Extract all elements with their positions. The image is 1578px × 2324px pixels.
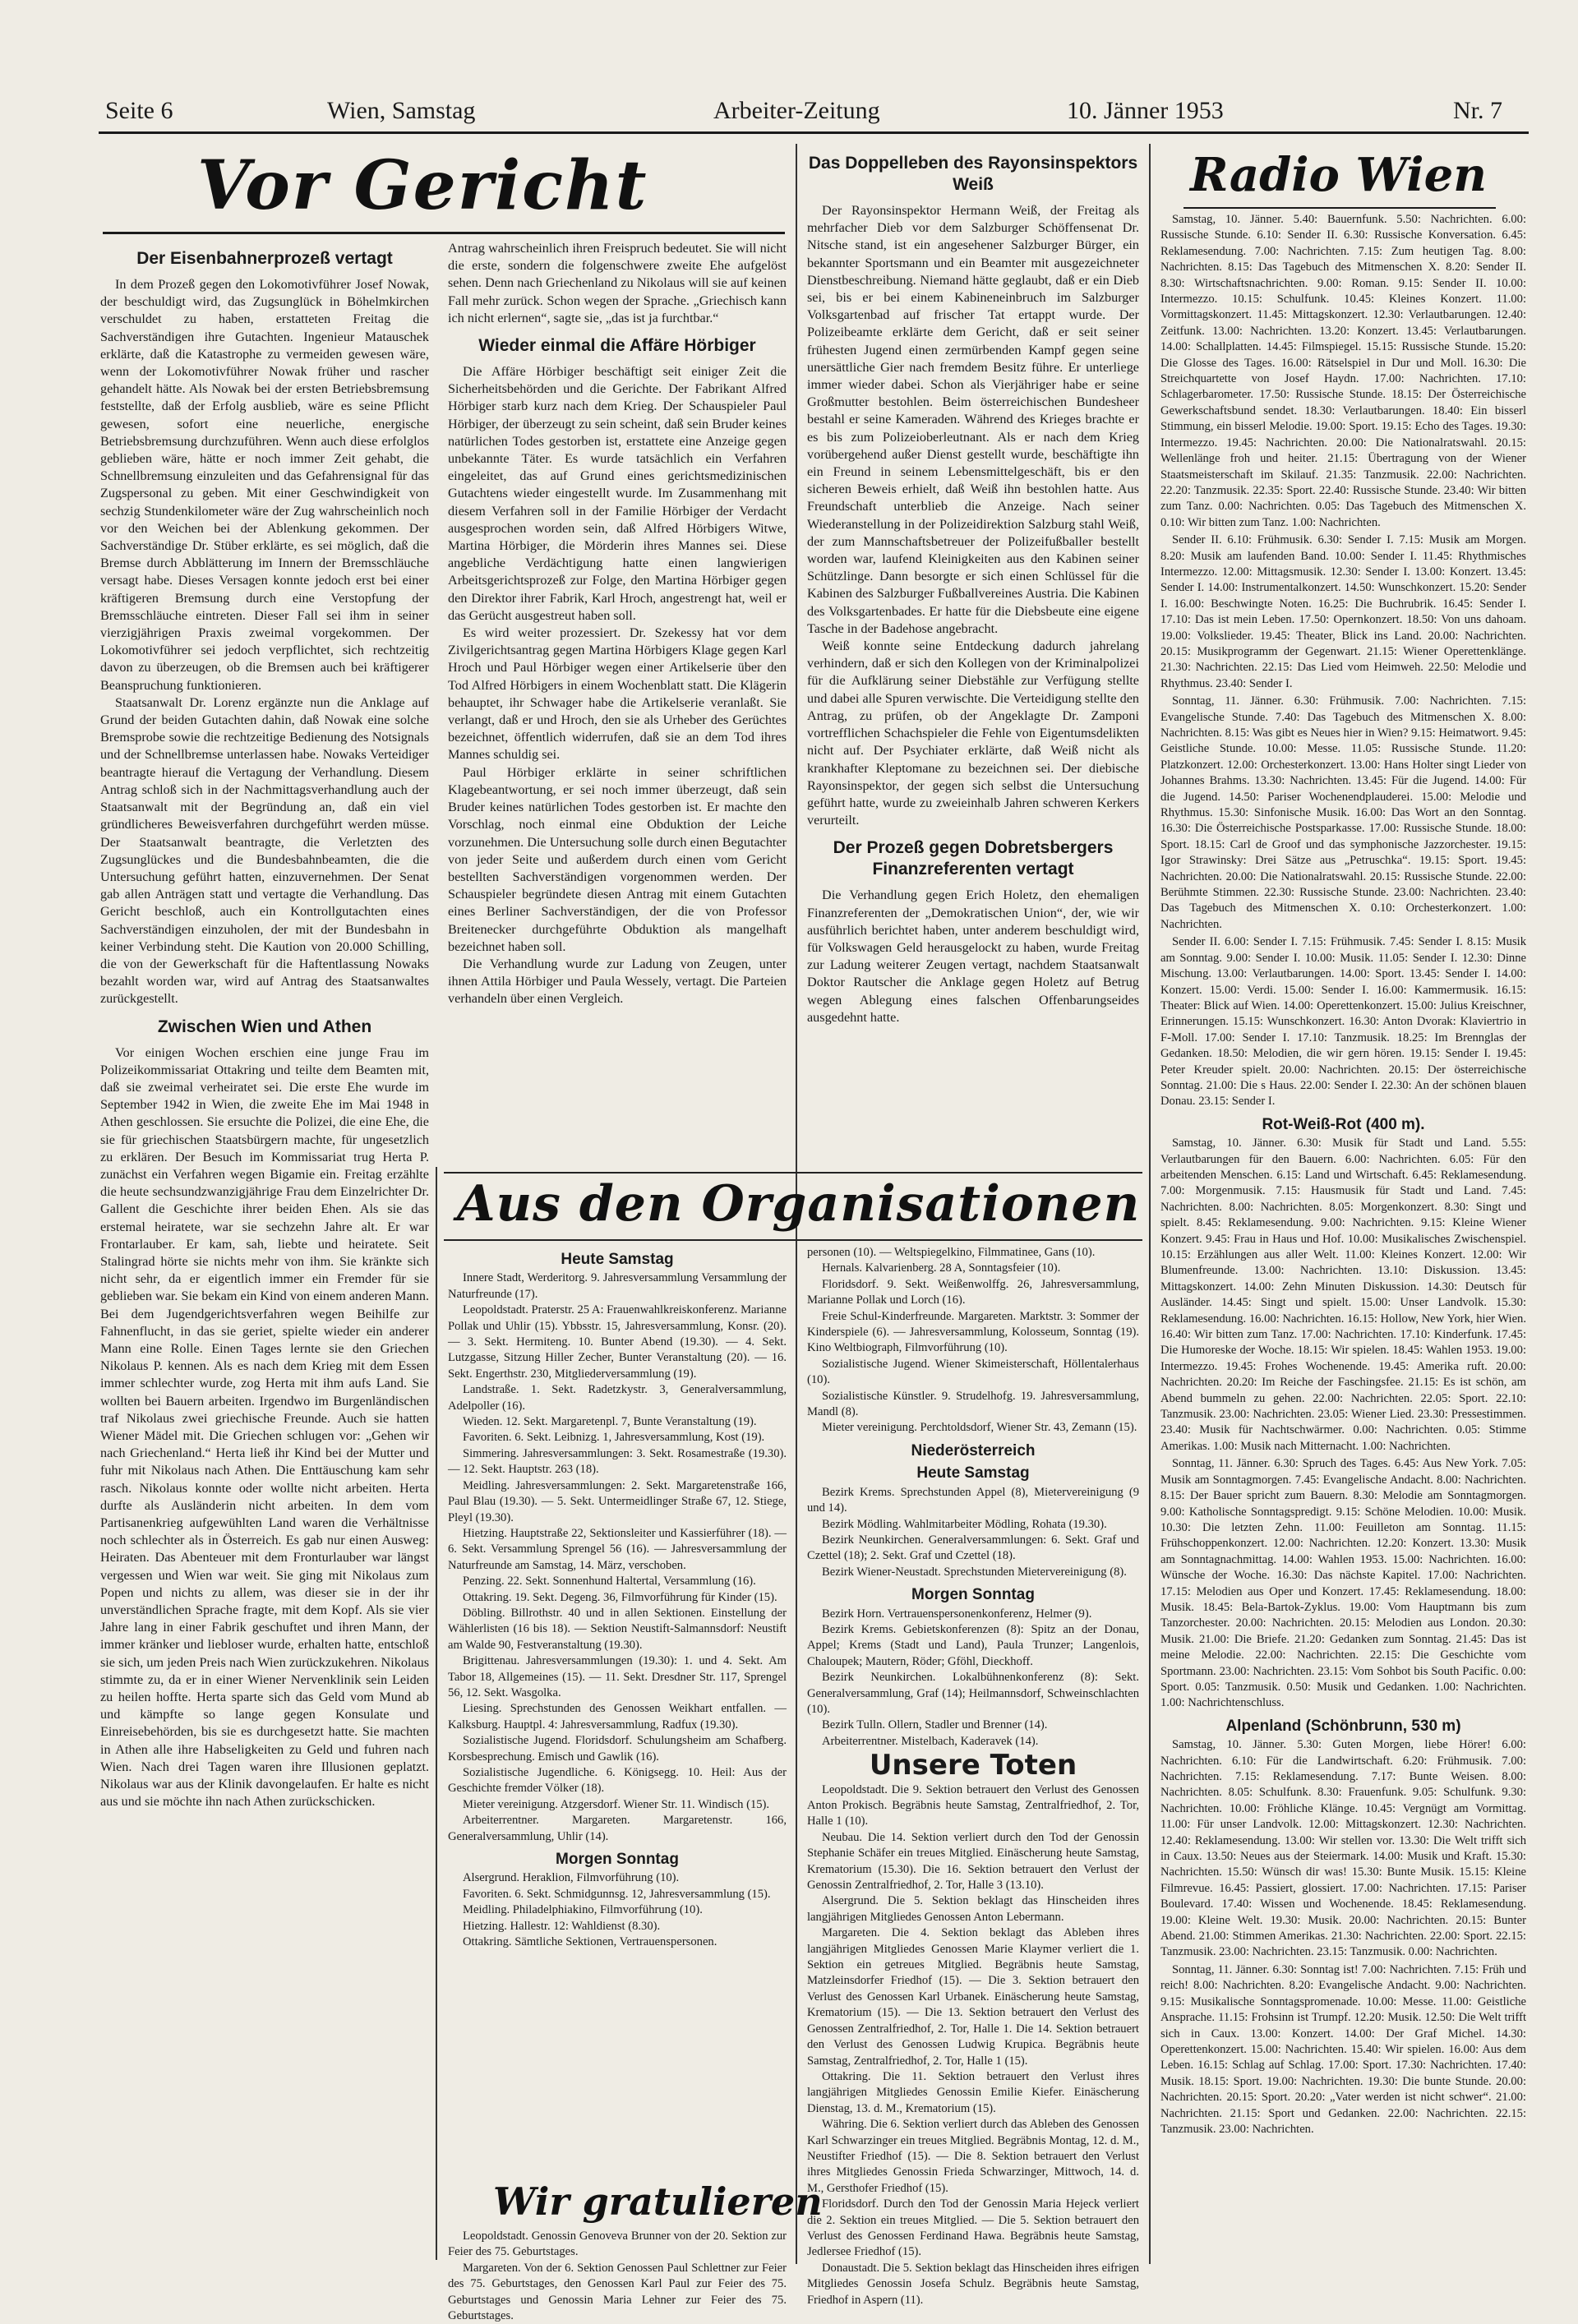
- article-paragraph: Antrag wahrscheinlich ihren Freispruch bedeutet. Sie will nicht die erste, sondern die folgenschwere zweite Ehe aufgelöst sehen. Denn nach Griechenland zu Nikolaus will sie auf keinen Fall mehr zurück. Schon wegen der Sprache. „Griechisch kann ich nicht erlernen“, sagte sie, „das ist ja furchtbar.“: [448, 241, 787, 325]
- article-paragraph: Staatsanwalt Dr. Lorenz ergänzte nun die Anklage auf Grund der beiden Gutachten dahin, daß Nowak eine solche Bremsprobe sowie die rechtzeitige Bedienung des Notsignals und der Schnellbremse unterlassen habe. Nowaks Verteidiger beantragte hierauf die Vertagung der Verhandlung. Diesem Antrag schloß sich in der Nachmittagsverhandlung auch der Staatsanwalt mit der Begründung an, daß ein viel gründlicheres Beweisverfahren durchgeführt werden müsse. Der Staatsanwalt beantragte, die Verletzten des Zugsunglückes und die Bundesbahnbeamten, die die Untersuchung geführt hatten, einzuvernehmen. Der Senat gab allen Anträgen statt und vertagte die Verhandlung. Das Gericht beschloß, auch ein Kontrollgutachten eines Sachverständigen einzuholen, der mit der Bundesbahn in keiner Verbindung steht. Die Kaution von 20.000 Schilling, die von der Gewerkschaft für die Haftentlassung Nowaks bezahlt worden war, wird auf Antrag des Staatsanwaltes zurückgestellt.: [100, 694, 429, 1007]
- org-item: Bezirk Tulln. Ollern, Stadler und Brenner (14).: [822, 1718, 1048, 1732]
- org-item: Hernals. Kalvarienberg. 28 A, Sonntagsfeier (10).: [822, 1261, 1061, 1275]
- section-rule: [444, 1172, 1142, 1174]
- section-rule: [444, 1239, 1142, 1241]
- section-title-deaths: Unsere Toten: [869, 1749, 1077, 1782]
- death-notice: Margareten. Die 4. Sektion beklagt das Ableben ihres langjährigen Mitgliedes Genossen Marie Klaymer verliert die 1. Sektion ein getreues Mitglied. Begräbnis heute Samstag, Matzleinsdorfer Friedhof (15). — Die 3. Sektion betrauert den Verlust des Genossen Karl Urbanek. Einäscherung heute Samstag, Krematorium (15). — Die 13. Sektion betrauert den Verlust des Genossen Zentralfriedhof, 2. Tor, Halle 1. Die 14. Sektion betrauert den Verlust des Genossen Ludwig Krupica. Begräbnis heute Samstag, Zentralfriedhof, 2. Tor, Halle 1 (15).: [807, 1926, 1139, 2068]
- radio-schedule: Sonntag, 11. Jänner. 6.30: Frühmusik. 7.00: Nachrichten. 7.15: Evangelische Stunde. 7.40: Das Tagebuch des Mitmenschen X. 8.00: Nachrichten. 8.15: Was gibt es Neues hier in Wien? 9.15: Heimatwort. 9.45: Geistliche Stunde. 10.00: Messe. 11.05: Russische Stunde. 11.20: Platzkonzert. 12.00: Orchesterkonzert. 13.00: Hans Holter singt Lieder von Johannes Brahms. 13.30: Nachrichten. 13.45: Für die Jugend. 14.00: Für die Jugend. 14.50: Pariser Wochenendplauderei. 15.00: Melodie und Rhythmus. 15.30: Sinfonische Musik. 16.00: Das Wort an den Sonntag. 16.30: Die Österreichische Postsparkasse. 17.00: Russische Stunde. 18.00: Sport. 18.15: Carl de Groof und das symphonische Jazzorchester. 19.15: Igor Strawinsky: Drei Sätze aus „Petruschka“. 19.15: Sport. 19.45: Nachrichten. 20.00: Die Nationalratswahl. 20.15: Russische Stunde. 22.00: Berühmte Stimmen. 22.30: Russische Stunde. 23.00: Nachrichten. 23.40: Das Tagebuch des Mitmenschen X. 0.10: Orchesterkonzert. 1.00: Nachrichten.: [1160, 694, 1526, 931]
- org-item: Innere Stadt, Werderitorg. 9. Jahresversammlung Versammlung der Naturfreunde (17).: [448, 1271, 787, 1301]
- article-paragraph: Paul Hörbiger erklärte in seiner schriftlichen Klagebeantwortung, er sei noch immer überzeugt, daß sein Bruder keines natürlichen Todes gestorben ist. Er machte den Vorschlag, noch einmal eine Obduktion der Leiche vorzunehmen. Die Untersuchung solle durch einen Begutachter von jeder Seite und außerdem durch einen vom Gericht bestellten Sachverständigen vorgenommen werden. Der Schauspieler begründete diesen Antrag mit einem Gutachten eines Berliner Sachverständigen, der die von Professor Breitenecker durchgeführte Obduktion als mangelhaft bezeichnet haben soll.: [448, 764, 787, 954]
- org-item: Meidling. Jahresversammlungen: 2. Sekt. Margaretenstraße 166, Paul Blau (19.30). — 5. Sekt. Untermeidlinger Straße 67, 12. Stiege, Pleyl (19.30).: [448, 1478, 787, 1524]
- article-paragraph: Vor einigen Wochen erschien eine junge Frau im Polizeikommissariat Ottakring und teilte dem Beamten mit, daß sie zweimal verheiratet sei. Die erste Ehe wurde im September 1942 in Wien, die zweite Ehe im Mai 1948 in Athen geschlossen. Sie ersuchte die Polizei, die eine Ehe, die sie für griechischen Staatsbürgern machte, für ungesetzlich zu erklären. Der Besuch im Kommissariat trug Herta P. zunächst ein Verfahren wegen Bigamie ein. Freitag erzählte die heute sechsundzwanzigjährige Frau dem Einzelrichter Dr. Gallent die Geschichte ihrer beiden Ehen. Als sie das erstemal heiratete, war sie sechzehn Jahre alt. Er war Frontarlauber. Er kam, sah, liebte und heiratete. Seit Stalingrad hörte sie nichts mehr von ihm. Sie kränkte sich nicht sehr, da er eigentlich immer ein Fremder für sie geblieben war. Sie bekam ein Kind von einem anderen Mann. Bei dem Jugendgerichtsverfahren wegen Beihilfe zur Fahnenflucht, in das sie geriet, spielte wieder ein anderer Mann eine Rolle. Einen Tages lernte sie den Griechen Nikolaus P. kennen. Als es nach dem Krieg mit dem Essen immer schlechter wurde, zog Herta mit ihm aufs Land. Sie wollten bei Bauern arbeiten. Irgendwo im Burgenländischen traf Nikolaus zwei griechische Freunde. Auch sie hatten Wiener Mädel mit. Die Griechen schlugen vor: „Gehen wir nach Griechenland.“ Herta ließ ihr Kind bei der Mutter und fuhr mit Nikolaus nach Athen. Die Enttäuschung kam sehr rasch. Nikolaus konnte oder wollte nicht arbeiten. Herta durfte als Ausländerin nicht arbeiten. In dem vom Partisanenkrieg aufgewühlten Land waren die Verhältnisse noch schlechter als in Österreich. Es gab nur einen Ausweg: Heiraten. Das Abenteuer mit dem Fronturlauber war längst vergessen und Wien war weit. Sie ging mit Nikolaus zum Popen und nichts zu allem, was dieser sie in der ihr unverständlichen Sprache fragte, mit dem Kopf. Als sie vier Jahre lang in einer Fabrik geschuftet und ihren Mann, der immer kränker und liebloser wurde, erhalten hatte, entschloß sie sich, um jeden Preis nach Wien zurückzukehren. Nikolaus stimmte zu, da er in einer Wiener Nervenklinik sein Leiden zu heilen hoffte. Herta sparte sich das Geld vom Mund ab und kämpfte so lange gegen Konsulate und Einreisebehörden, bis sie es durchgesetzt hatte. Sie machten in Athen alle ihre Habseligkeiten zu Geld und fuhren nach Wien. Nach drei Tagen waren ihre Illusionen geplatzt. Nikolaus war aus der Klinik davongelaufen. Er halte es nicht aus und sie möchte ihn nach Athen zurückschicken.: [100, 1044, 429, 1810]
- org-day-heading: Morgen Sonntag: [911, 1586, 1035, 1604]
- place-day: Wien, Samstag: [327, 97, 476, 124]
- org-item: Döbling. Billrothstr. 40 und in allen Sektionen. Einstellung der Wählerlisten (16 bis 18). — Sektion Neustift-Salmannsdorf: Neustift am Walde 90, Festveranstaltung (19.30).: [448, 1606, 787, 1652]
- org-item: Landstraße. 1. Sekt. Radetzkystr. 3, Generalversammlung, Adelpoller (16).: [448, 1383, 787, 1413]
- org-item: Brigittenau. Jahresversammlungen (19.30): 1. und 4. Sekt. Am Tabor 18, Allgemeines (15). — 11. Sekt. Dresdner Str. 117, Sprengel 56, 12. Sekt. Wasgolka.: [448, 1654, 787, 1699]
- court-column-2: [448, 240, 787, 1169]
- radio-schedule: Sonntag, 11. Jänner. 6.30: Sonntag ist! 7.00: Nachrichten. 7.15: Früh und reich! 8.00: Nachrichten. 8.20: Evangelische Andacht. 9.00: Nachrichten. 9.15: Musikalische Sonntagspromenade. 10.00: Messe. 11.00: Geistliche Ansprache. 11.15: Frohsinn ist Trumpf. 12.20: Musik. 12.50: Die Welt trifft sich in Caux. 13.00: Konzert. 14.00: Der Graf Michel. 14.30: Operettenkonzert. 15.00: Nachrichten. 15.40: Wir spielen. 16.00: Aus dem Leben. 16.15: Schlag auf Schlag. 17.00: Sport. 17.30: Nachrichten. 17.40: Musik. 18.15: Sport. 19.00: Nachrichten. 19.30: Die bunte Stunde. 20.00: Nachrichten. 20.15: Sport. 20.20: „Vater werden ist nicht schwer“. 21.00: Nachrichten. 21.15: Sport und Gedanken. 22.00: Nachrichten. 22.15: Tanzmusik. 23.00: Nachrichten.: [1160, 1962, 1526, 2136]
- column-divider: [436, 1167, 437, 2260]
- death-notice: Donaustadt. Die 5. Sektion beklagt das Hinscheiden ihres eifrigen Mitgliedes Genossin Josefa Schulz. Begräbnis heute Samstag, Friedhof in Aspern (11).: [807, 2261, 1139, 2307]
- orgs-column-left: [448, 1245, 787, 2182]
- radio-schedule: Samstag, 10. Jänner. 5.30: Guten Morgen, liebe Hörer! 6.00: Nachrichten. 6.10: Für die Landwirtschaft. 6.20: Frühmusik. 7.00: Nachrichten. 7.15: Reklamesendung. 7.17: Bunte Weisen. 8.00: Nachrichten. 8.05: Schulfunk. 8.30: Frauenfunk. 9.05: Schulfunk. 9.30: Nachrichten. 10.00: Fröhliche Klänge. 10.45: Vergnügt am Vormittag. 11.00: Für unser Landvolk. 12.00: Mittagskonzert. 12.30: Nachrichten. 12.40: Reklamesendung. 13.00: Wir stellen vor. 13.30: Die Welt trifft sich in Caux. 13.50: Neues aus der Steiermark. 14.00: Musik und Kraft. 15.30: Nachrichten. 15.50: Wünsch dir was! 15.30: Bunte Musik. 15.15: Kleine Filmrevue. 16.45: Passiert, glossiert. 17.00: Nachrichten. 17.15: Pariser Boulevard. 17.40: Wissen und Wochenende. 18.45: Reklamesendung. 19.00: Kleine Welt. 19.30: Musik. 20.00: Nachrichten. 20.15: Bunter Abend. 21.00: Stimmen Amerikas. 21.30: Nachrichten. 22.00: Sport. 22.15: Tanzmusik. 23.00: Nachrichten. 23.15: Tanzmusik. 0.00: Nachrichten.: [1160, 1738, 1526, 1959]
- article-paragraph: Die Affäre Hörbiger beschäftigt seit einiger Zeit die Sicherheitsbehörden und die Gerichte. Der Fabrikant Alfred Hörbiger starb kurz nach dem Krieg. Der Schauspieler Paul Hörbiger, der überzeugt zu sein scheint, daß sein Bruder keines natürlichen Todes gestorben ist, erstattete eine Anzeige gegen unbekannte Täter. Es wurde tatsächlich ein Verfahren eingeleitet, das auf Grund eines gerichtsmedizinischen Gutachtens wieder eingestellt wurde. Im Zusammenhang mit diesem Verfahren soll in der Familie Hörbiger der Verdacht ausgesprochen worden sein, daß Alfred Hörbigers Witwe, Martina Hörbiger, die Mörderin ihres Mannes sei. Diese angebliche Verdächtigung hatte einen langwierigen Arbeitsgerichtsprozeß zur Folge, den Martina Hörbiger gegen den Direktor ihrer Fabrik, Karl Hroch, angestrengt hat, weil er das Gerücht ausgestreut haben soll.: [448, 364, 787, 623]
- court-column-1: [100, 240, 429, 2270]
- death-notice: Leopoldstadt. Die 9. Sektion betrauert den Verlust des Genossen Anton Prokisch. Begräbnis heute Samstag, Zentralfriedhof, 2. Tor, Halle 1 (10).: [807, 1782, 1139, 1828]
- org-item: Meidling. Philadelphiakino, Filmvorführung (10).: [463, 1903, 703, 1917]
- radio-schedule: Samstag, 10. Jänner. 5.40: Bauernfunk. 5.50: Nachrichten. 6.00: Russische Stunde. 6.10: Sender II. 6.30: Russische Konversation. 6.45: Reklamesendung. 7.00: Nachrichten. 7.15: Zum heutigen Tag. 8.00: Nachrichten. 8.15: Das Tagebuch des Mitmenschen X. 8.20: Sender II. 8.30: Wirtschaftsnachrichten. 9.00: Roman. 9.15: Sender II. 10.00: Intermezzo. 10.15: Schulfunk. 10.45: Kleines Konzert. 11.00: Vormittagskonzert. 11.45: Mittagskonzert. 12.30: Verlautbarungen. 12.40: Zeitfunk. 13.00: Nachrichten. 13.20: Konzert. 13.45: Verlautbarungen. 14.00: Schallplatten. 14.45: Filmspiegel. 15.15: Russische Stunde. 15.20: Die Glosse des Tages. 16.00: Rätselspiel in Dur und Moll. 16.30: Die Streichquartette von Josef Haydn. 17.00: Nachrichten. 17.10: Schlagerbarometer. 17.50: Russische Stunde. 18.15: Der Österreichische Gewerkschaftsbund sendet. 18.30: Verlautbarungen. 18.40: Ein bisserl Stimmung, ein bisserl Melodie. 19.00: Sport. 19.15: Echo des Tages. 19.30: Intermezzo. 19.45: Nachrichten. 20.00: Die Nationalratswahl. 20.15: Wellenlänge froh und heiter. 21.15: Übertragung von der Wiener Staatsmeisterschaft im Skilauf. 21.35: Tanzmusik. 22.00: Nachrichten. 22.20: Tanzmusik. 22.35: Sport. 22.40: Russische Stunde. 23.40: Wir bitten zum Tanz. 0.00: Nachrichten. 0.05: Das Tagebuch des Mitmenschen X. 0.10: Wir bitten zum Tanz. 1.00: Nachrichten.: [1160, 213, 1526, 529]
- org-item: Bezirk Wiener-Neustadt. Sprechstunden Mietervereinigung (8).: [822, 1565, 1127, 1579]
- section-title-court: Vor Gericht: [197, 146, 648, 225]
- death-notice: Alsergrund. Die 5. Sektion beklagt das Hinscheiden ihres langjährigen Mitgliedes Genossen Anton Lebermann.: [807, 1894, 1139, 1924]
- org-item: personen (10). — Weltspiegelkino, Filmmatinee, Gans (10).: [807, 1246, 1096, 1259]
- issue-number: Nr. 7: [1453, 97, 1502, 124]
- org-item: Hietzing. Hallestr. 12: Wahldienst (8.30).: [463, 1919, 661, 1933]
- article-headline: Der Prozeß gegen Dobretsbergers Finanzreferenten vertagt: [833, 838, 1114, 879]
- death-notice: Währing. Die 6. Sektion verliert durch das Ableben des Genossen Karl Schwarzinger ein treues Mitglied. Begräbnis Montag, 12. d. M., Neustifter Friedhof (15). — Die 8. Sektion betrauert den Verlust ihres Mitgliedes Genossin Frieda Schwarzinger, Mittwoch, 14. d. M., Gersthofer Friedhof (15).: [807, 2118, 1139, 2195]
- issue-date: 10. Jänner 1953: [1067, 97, 1224, 124]
- radio-schedule: Samstag, 10. Jänner. 6.30: Musik für Stadt und Land. 5.55: Verlautbarungen für den Bauern. 6.00: Nachrichten. 6.05: Für den arbeitenden Menschen. 6.15: Land und Wirtschaft. 6.45: Reklamesendung. 7.00: Morgenmusik. 7.15: Hausmusik für Stadt und Land. 7.45: Nachrichten. 8.00: Nachrichten. 8.05: Morgenkonzert. 8.30: Singt und spielt. 8.45: Reklamesendung. 9.00: Nachrichten. 9.15: Kleine Wiener Konzert. 9.45: Frau in Haus und Hof. 10.00: Musikalisches Zwischenspiel. 10.15: Erzählungen aus aller Welt. 11.00: Kleines Konzert. 12.00: Wir Blumenfreunde. 13.00: Nachrichten. 13.10: Diskussion. 13.45: Mittagskonzert. 14.00: Zehn Minuten Diskussion. 14.30: Deutsch für Ausländer. 14.45: Singt und spielt. 15.00: Unser Landvolk. 15.30: Reklamesendung. 16.00: Nachrichten. 16.15: Hollow, New York, hier Wien. 16.40: Wir bitten zum Tanz. 17.00: Nachrichten. 17.10: Kinderfunk. 17.45: Die Humoreske der Woche. 18.15: Wir spielen. 18.45: Wahlen 1953. 19.00: Intermezzo. 19.45: Frohes Wochenende. 19.45: Amerika ruft. 20.00: Nachrichten. 20.20: Im Reiche der Faschingsfee. 21.15: Es ist schön, am Abend bummeln zu gehen. 22.00: Nachrichten. 22.05: Sport. 22.10: Tanzmusik. 23.00: Nachrichten. 23.05: Wiener Lied. 23.30: Pressestimmen. 23.40: Musik für Nachtschwärmer. 0.00: Nachrichten. 0.05: Stimme Amerikas. 1.00: Musik nach Mitternacht. 1.00: Nachrichten.: [1160, 1137, 1526, 1453]
- org-item: Sozialistische Jugend. Floridsdorf. Schulungsheim am Schafberg. Korsbesprechung. Emisch und Gawlik (16).: [448, 1734, 787, 1764]
- article-headline: Das Doppelleben des Rayonsinspektors Weiß: [808, 154, 1138, 194]
- org-item: Sozialistische Jugend. Wiener Skimeisterschaft, Höllentalerhaus (10).: [807, 1357, 1139, 1387]
- congrats-item: Margareten. Von der 6. Sektion Genossen Paul Schlettner zur Feier des 75. Geburtstages, den Genossen Karl Paul zur Feier des 75. Geburtstages und Genossin Maria Lehner zur Feier des 75. Geburtstages.: [448, 2261, 787, 2323]
- section-title-orgs: Aus den Organisationen: [457, 1175, 1141, 1233]
- orgs-column-right: [807, 1245, 1139, 2307]
- org-day-heading: Heute Samstag: [916, 1464, 1030, 1482]
- radio-column: [1160, 212, 1526, 2262]
- org-item: Bezirk Horn. Vertrauenspersonenkonferenz, Helmer (9).: [822, 1607, 1092, 1621]
- death-notice: Neubau. Die 14. Sektion verliert durch den Tod der Genossin Stephanie Schäfer ein treues Mitglied. Einäscherung heute Samstag, Krematorium (15.30). Die 16. Sektion betrauert den Verlust der Genossin Zentralfriedhof, 2. Tor, Halle 3 (13.10).: [807, 1830, 1139, 1893]
- column-divider: [796, 144, 797, 1204]
- congrats-column: [448, 2229, 787, 2323]
- org-item: Leopoldstadt. Praterstr. 25 A: Frauenwahlkreiskonferenz. Marianne Pollak und Uhlir (15). Ybbsstr. 15, Jahresversammlung, Konsr. (20). — 3. Sekt. Hermiteng. 10. Bunter Abend (19.30). — 4. Sekt. Lutzgasse, Sitzung Hiller Zecher, Bunter Veranstaltung (20). — 16. Sekt. Engerthstr. 230, Mitgliederversammlung (19).: [448, 1303, 787, 1381]
- org-item: Simmering. Jahresversammlungen: 3. Sekt. Rosamestraße (19.30). — 12. Sekt. Hauptstr. 263 (18).: [448, 1446, 787, 1477]
- header-rule: [99, 131, 1529, 134]
- section-title-congrats: Wir gratulieren: [493, 2179, 823, 2224]
- org-item: Favoriten. 6. Sekt. Leibnizg. 1, Jahresversammlung, Kost (19).: [463, 1431, 765, 1445]
- org-item: Favoriten. 6. Sekt. Schmidgunnsg. 12, Jahresversammlung (15).: [463, 1887, 771, 1901]
- org-item: Hietzing. Hauptstraße 22, Sektionsleiter und Kassierführer (18). — 6. Sekt. Versammlung Sprengel 56 (16). — Jahresversammlung der Naturfreunde am Samstag, 14. März, verschoben.: [448, 1526, 787, 1572]
- radio-schedule: Sender II. 6.00: Sender I. 7.15: Frühmusik. 7.45: Sender I. 8.15: Musik am Sonntag. 9.00: Sender I. 10.00: Musik. 11.05: Sender I. 12.30: Dinne Mischung. 13.00: Verlautbarungen. 14.00: Sport. 13.45: Sender I. 14.00: Konzert. 15.00: Verdi. 15.00: Sender I. 16.00: Kammermusik. 16.15: Theater: Blick auf Wien. 14.00: Operettenkonzert. 15.00: Julius Kreischner, Erinnerungen. 15.15: Wunschkonzert. 16.30: Anton Dvorak: Klaviertrio in F-Moll. 17.00: Sender I. 17.10: Tanzmusik. 18.25: Im Brennglas der Gedanken. 18.50: Melodien, die wir gern hören. 19.15: Sender I. 19.45: Peter Kreuder spielt. 20.00: Nachrichten. 20.15: Der österreichische Sonntag. 21.00: Die s Haus. 22.00: Sender I. 22.30: An der schönen blauen Donau. 23.15: Sender I.: [1160, 935, 1526, 1109]
- court-column-3: [807, 148, 1139, 1183]
- org-item: Ottakring. Sämtliche Sektionen, Vertrauenspersonen.: [463, 1935, 717, 1949]
- article-headline: Wieder einmal die Affäre Hörbiger: [478, 336, 756, 356]
- org-day-heading: Heute Samstag: [561, 1251, 674, 1268]
- region-heading: Niederösterreich: [911, 1441, 1036, 1459]
- title-underline: [1184, 207, 1496, 209]
- org-item: Penzing. 22. Sekt. Sonnenhund Haltertal, Versammlung (16).: [463, 1575, 756, 1589]
- org-day-heading: Morgen Sonntag: [556, 1851, 679, 1869]
- title-underline: [103, 232, 785, 234]
- congrats-item: Leopoldstadt. Genossin Genoveva Brunner von der 20. Sektion zur Feier des 75. Geburtstages.: [448, 2229, 787, 2259]
- article-paragraph: Der Rayonsinspektor Hermann Weiß, der Freitag als mehrfacher Dieb vor dem Salzburger Schöffensenat Dr. Nitsche stand, ist ein angesehener Salzburger Bürger, ein bekannter Sportsmann und ein Beamter mit ausgezeichneter Dienstbeschreibung. Niemand hätte geglaubt, daß er ein Dieb sei, bis er bei einem Kabineneinbruch im Salzburger Volksgartenbad auf frischer Tat ertappt wurde. Der Polizeibeamte erklärte dem Gericht, daß er seit seiner frühesten Jugend einen zermürbenden Kampf gegen seine unersättliche Gier nach fremdem Besitz führe. Er unterliege immer wieder dabei. Schon als Vierjähriger habe er seine Großmutter bestohlen. Beim österreichischen Bundesheer bestahl er seine Kameraden. Während des Krieges brachte er es bis zum Polizeioberleutnant. Als er nach dem Krieg vorübergehend außer Dienst gestellt wurde, beschäftigte ihn ein Freund in seinem Lebensmittelgeschäft, bis er den sicheren Beweis erhielt, daß Weiß ihn bestohlen hatte. Aus Freundschaft unterblieb die Anzeige. Nach seiner Wiederanstellung in der Polizeidirektion Salzburg stahl Weiß, der zum Mannschaftsbetreuer der Polizeifußballer bestellt worden war, laufend Kleinigkeiten aus den Kabinen seiner Schützlinge. Dann besorgte er sich einen Schlüssel für die Kabinen des Salzburger Fußballvereines Austria. Die Kabinen des Volksgartenbades. Er hatte für die Diebsbeute eine eigene Tasche in der Badehose angebracht.: [807, 203, 1139, 636]
- org-item: Arbeiterrentner. Mistelbach, Kaderavek (14).: [822, 1734, 1039, 1748]
- article-paragraph: Weiß konnte seine Entdeckung dadurch jahrelang verhindern, daß er sich den Kollegen von der Kriminalpolizei für die Aufklärung seiner Diebstähle zur Verfügung stellte und dabei alle Spuren verwischte. Die Verteidigung stellte den Antrag, zu prüfen, ob der Angeklagte Dr. Zamponi vortrefflichen Schachspieler die Fehle von Eigentumsdelikten nicht auf. Der Psychiater erklärte, daß Weiß nicht als krankhafter Kleptomane zu bezeichnen sei. Der diebische Rayonsinspektor, der gegen sich selbst die Untersuchung geführt hatte, wurde zu zweieinhalb Jahren schweren Kerkers verurteilt.: [807, 639, 1139, 828]
- org-item: Bezirk Krems. Sprechstunden Appel (8), Mietervereinigung (9 und 14).: [807, 1485, 1139, 1515]
- radio-schedule: Sender II. 6.10: Frühmusik. 6.30: Sender I. 7.15: Musik am Morgen. 8.20: Musik am laufenden Band. 10.00: Sender I. 11.45: Rhythmisches Intermezzo. 12.00: Mittagsmusik. 12.30: Sender I. 13.00: Konzert. 13.45: Sender I. 14.00: Instrumentalkonzert. 14.50: Wunschkonzert. 15.20: Sender I. 16.00: Beschwingte Noten. 16.25: Die Buchrubrik. 16.45: Sender I. 17.10: Das ist mein Leben. 17.50: Opernkonzert. 18.50: Von uns dahoam. 19.00: Volkslieder. 19.45: Theater, Blick ins Land. 20.00: Nachrichten. 20.15: Musikprogramm der Gegenwart. 21.15: Wiener Operettenklänge. 21.30: Nachrichten. 22.15: Das Lied vom Heimweh. 22.50: Melodie und Rhythmus. 23.40: Sender I.: [1160, 533, 1526, 690]
- article-paragraph: Es wird weiter prozessiert. Dr. Szekessy hat vor dem Zivilgerichtsantrag gegen Martina Hörbigers Klage gegen Karl Hroch und Paul Hörbiger wegen einer Artikelserie über den Tod Alfred Hörbigers in einem Wochenblatt statt. Die Klägerin behauptet, ihr Schwager habe die Artikelserie veranlaßt. Sie verlangt, daß er und Hroch, den sie als Urheber des Gerüchtes bezeichnet, öffentlich widerrufen, daß sie an dem Tod ihres Mannes schuldig sei.: [448, 625, 787, 763]
- org-item: Sozialistische Künstler. 9. Strudelhofg. 19. Jahresversammlung, Mandl (8).: [807, 1389, 1139, 1419]
- org-item: Ottakring. 19. Sekt. Degeng. 36, Filmvorführung für Kinder (15).: [463, 1590, 777, 1604]
- org-item: Bezirk Neunkirchen. Generalversammlungen: 6. Sekt. Graf und Czettel (18); 2. Sekt. Graf und Czettel (18).: [807, 1533, 1139, 1563]
- article-paragraph: Die Verhandlung wurde zur Ladung von Zeugen, unter ihnen Attila Hörbiger und Paula Wessely, vertagt. Die Parteien verhandeln über einen Vergleich.: [448, 956, 787, 1007]
- death-notice: Ottakring. Die 11. Sektion betrauert den Verlust ihres langjährigen Mitgliedes Genossin Emilie Kiefer. Einäscherung Dienstag, 13. d. M., Krematorium (15).: [807, 2069, 1139, 2115]
- org-item: Bezirk Mödling. Wahlmitarbeiter Mödling, Rohata (19.30).: [822, 1517, 1107, 1531]
- section-title-radio: Radio Wien: [1190, 148, 1487, 202]
- article-paragraph: In dem Prozeß gegen den Lokomotivführer Josef Nowak, der beschuldigt wird, das Zugsunglück in Böhelmkirchen verschuldet zu haben, erstatteten Freitag die Sachverständigen ihre Gutachten. Ingenieur Matauschek erklärte, daß die Katastrophe zu vermeiden gewesen wäre, wenn der Lokomotivführer Nowak früher und rascher gehandelt hätte. Als Nowak bei der ersten Betriebsbremsung feststellte, daß der Erfolg ausblieb, wäre es seine Pflicht gewesen, sofort eine neuerliche, energische Betriebsbremsung durchzuführen. Wenn auch diese erfolglos geblieben wäre, hätte er noch immer Zeit gehabt, die Schnellbremsung einzuleiten und das Gefahrensignal für das Zugspersonal zu geben. Mit einer Geschwindigkeit von sechzig Stundenkilometer wäre der Zug wahrscheinlich noch vor den Weichen bei der Ablenkung gekommen. Der Sachverständige Dr. Stüber erklärte, es sei möglich, daß die Bremse durch Abblätterung im Innern der Bremsschläuche versagt habe. Dieses Versagen konnte jedoch erst bei einer kräftigeren Bremsung durch eine Verstopfung der Bremsschläuche eintreten. Dieser Fall sei ihm in seiner vierzigjährigen Praxis zweimal vorgekommen. Der Lokomotivführer sei jedoch verpflichtet, sich rechtzeitig davon zu überzeugen, ob die Bremsen auch bei kräftigerer Beanspruchung funktionieren.: [100, 277, 429, 693]
- death-notice: Floridsdorf. Durch den Tod der Genossin Maria Hejeck verliert die 2. Sektion ein treues Mitglied. — Die 5. Sektion betrauert den Verlust des Genossen Ferdinand Hawa. Begräbnis heute Samstag, Jedlersee Friedhof (15).: [807, 2197, 1139, 2259]
- org-item: Liesing. Sprechstunden des Genossen Weikhart entfallen. — Kalksburg. Hauptpl. 4: Jahresversammlung, Radfux (19.30).: [448, 1702, 787, 1731]
- org-item: Alsergrund. Heraklion, Filmvorführung (10).: [463, 1871, 680, 1885]
- org-item: Freie Schul-Kinderfreunde. Margareten. Marktstr. 3: Sommer der Kinderspiele (6). — Jahresversammlung, Kolosseum, Sonntag (19). Kino Weltbiograph, Filmvorführung (10).: [807, 1309, 1139, 1355]
- page-number: Seite 6: [105, 97, 173, 124]
- article-headline: Der Eisenbahnerprozeß vertagt: [136, 249, 393, 268]
- station-heading: Rot-Weiß-Rot (400 m).: [1262, 1115, 1425, 1133]
- paper-name: Arbeiter-Zeitung: [713, 97, 880, 124]
- station-heading: Alpenland (Schönbrunn, 530 m): [1225, 1717, 1461, 1735]
- column-divider: [1149, 144, 1151, 2264]
- org-item: Sozialistische Jugendliche. 6. Königsegg. 10. Heil: Aus der Geschichte fremder Völker (18).: [448, 1766, 787, 1796]
- org-item: Wieden. 12. Sekt. Margaretenpl. 7, Bunte Veranstaltung (19).: [463, 1415, 757, 1429]
- org-item: Floridsdorf. 9. Sekt. Weißenwolffg. 26, Jahresversammlung, Marianne Pollak und Lorch (16).: [807, 1277, 1139, 1307]
- article-headline: Zwischen Wien und Athen: [157, 1017, 372, 1036]
- org-item: Bezirk Krems. Gebietskonferenzen (8): Spitz an der Donau, Appel; Krems (Stadt und Land), Paula Trunzer; Langenlois, Chaloupek; Mautern, Röder; Gföhl, Dieckhoff.: [807, 1622, 1139, 1668]
- radio-schedule: Sonntag, 11. Jänner. 6.30: Spruch des Tages. 6.45: Aus New York. 7.05: Musik am Sonntagmorgen. 7.45: Evangelische Andacht. 8.00: Nachrichten. 8.15: Der Bauer spricht zum Bauern. 8.30: Melodie am Sonntagmorgen. 9.00: Katholische Sonntagspredigt. 9.15: Schöne Melodien. 10.00: Musik. 10.30: Die letzten Zehn. 11.00: Feuilleton am Sonntag. 11.15: Frühschoppenkonzert. 12.00: Nachrichten. 12.20: Konzert. 13.30: Musik am Sonntagnachmittag. 14.00: Wahlen 1953. 15.00: Nachrichten. 16.00: Wünsche der Woche. 16.30: Das nächste Kapitel. 17.00: Nachrichten. 17.15: Melodien aus Oper und Konzert. 17.45: Reklamesendung. 18.00: Musik. 18.45: Bela-Bartok-Zyklus. 19.00: Vom Hauptmann bis zum Tanzorchester. 20.00: Nachrichten. 20.15: Melodien aus London. 20.30: Musik. 21.00: Die Briefe. 21.20: Gedanken zum Sonntag. 21.45: Das ist meine Melodie. 22.00: Nachrichten. 22.15: Die Geschichte vom Sportmann. 23.00: Nachrichten. 23.15: Vom Sohbot bis South Pacific. 0.00: Sport. 0.05: Tanzmusik. 0.50: Musik und Gedanken. 1.00: Nachrichten. 1.00: Nachrichtenschluss.: [1160, 1457, 1526, 1710]
- org-item: Mieter vereinigung. Atzgersdorf. Wiener Str. 11. Windisch (15).: [463, 1797, 770, 1811]
- org-item: Mieter vereinigung. Perchtoldsdorf, Wiener Str. 43, Zemann (15).: [822, 1421, 1137, 1435]
- org-item: Arbeiterrentner. Margareten. Margaretenstr. 166, Generalversammlung, Uhlir (14).: [448, 1814, 787, 1843]
- article-paragraph: Die Verhandlung gegen Erich Holetz, den ehemaligen Finanzreferenten der „Demokratischen Union“, der, wie wir ausführlich berichtet haben, unter anderem beschuldigt wird, für Volkswagen Geld herausgelockt zu haben, wurde Freitag zur Ladung weiterer Zeugen vertagt, nachdem Staatsanwalt Doktor Rautscher die Anklage gegen Holetz auf Betrug wegen Ablegung eines falschen Offenbarungseides ausgedehnt hatte.: [807, 888, 1139, 1025]
- org-item: Bezirk Neunkirchen. Lokalbühnenkonferenz (8): Sekt. Generalversammlung, Graf (14); Heilmannsdorf, Schweinschlachten (10).: [807, 1671, 1139, 1716]
- column-divider: [796, 1224, 797, 2264]
